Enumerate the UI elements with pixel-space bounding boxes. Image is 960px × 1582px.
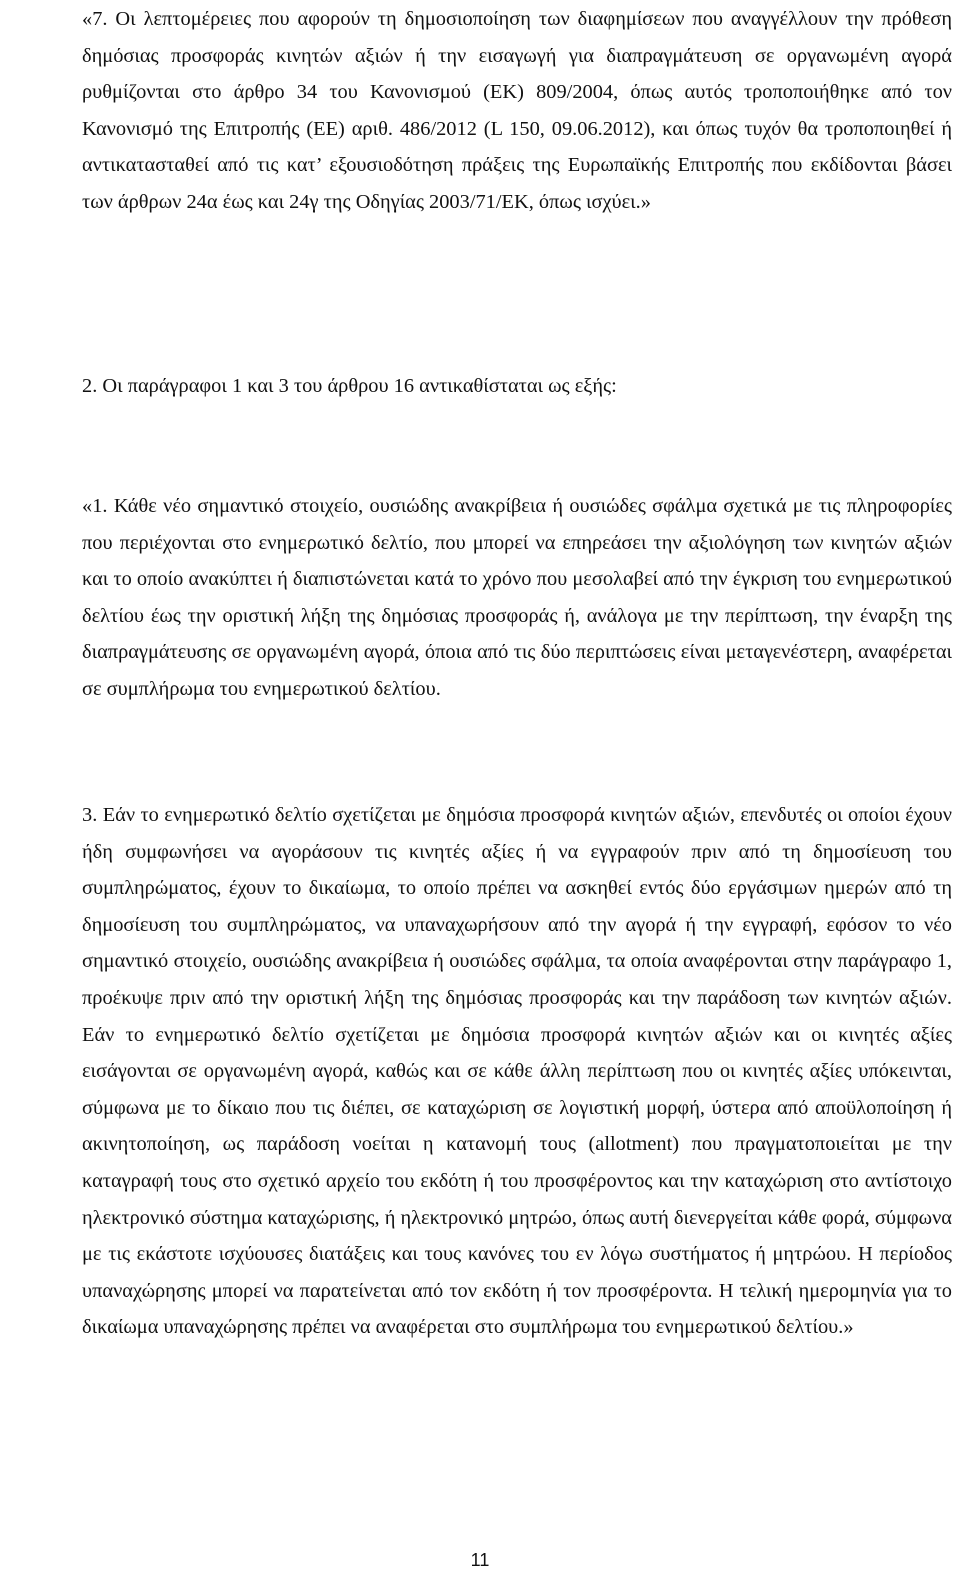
paragraph-subsection-3: 3. Εάν το ενημερωτικό δελτίο σχετίζεται με δημόσια προσφορά κινητών αξιών, επενδυτές οι οποίοι έχουν ήδη συμφωνήσει να αγοράσουν τις κινητές αξίες ή να εγγραφούν πριν από τη δημοσίευση του συμπληρώματος, έχουν το δικαίωμα, το οποίο πρέπει να ασκηθεί εντός δύο εργάσιμων ημερών από τη δημοσίευση του συμπληρώματος, να υπαναχωρήσουν από την αγορά ή την εγγραφή, εφόσον το νέο σημαντικό στοιχείο, ουσιώδης ανακρίβεια ή ουσιώδες σφάλμα, τα οποία αναφέρονται στην παράγραφο 1, προέκυψε πριν από την οριστική λήξη της δημόσιας προσφοράς και την παράδοση των κινητών αξιών. Εάν το ενημερωτικό δελτίο σχετίζεται με δημόσια προσφορά κινητών αξιών και οι κινητές αξίες εισάγονται σε οργανωμένη αγορά, καθώς και σε κάθε άλλη περίπτωση που οι κινητές αξίες υπόκεινται, σύμφωνα με το δίκαιο που τις διέπει, σε καταχώριση σε λογιστική μορφή, ύστερα από αποϋλοποίηση ή ακινητοποίηση, ως παράδοση νοείται η κατανομή τους (allotment) που πραγματοποιείται με την καταγραφή τους στο σχετικό αρχείο του εκδότη ή του προσφέροντος και την καταχώριση στο αντίστοιχο ηλεκτρονικό σύστημα καταχώρισης, ή ηλεκτρονικό μητρώο, όπως αυτή διενεργείται κάθε φορά, σύμφωνα με τις εκάστοτε ισχύουσες διατάξεις και τους κανόνες του εν λόγω συστήματος ή μητρώου. Η περίοδος υπαναχώρησης μπορεί να παρατείνεται από τον εκδότη ή τον προσφέροντα. Η τελική ημερομηνία για το δικαίωμα υπαναχώρησης πρέπει να αναφέρεται στο συμπλήρωμα του ενημερωτικού δελτίου.» bbox=[82, 804, 952, 1339]
paragraph-subsection-1: «1. Κάθε νέο σημαντικό στοιχείο, ουσιώδης ανακρίβεια ή ουσιώδες σφάλμα σχετικά με τις πληροφορίες που περιέχονται στο ενημερωτικό δελτίο, που μπορεί να επηρεάσει την αξιολόγηση των κινητών αξιών και το οποίο ανακύπτει ή διαπιστώνεται κατά το χρόνο που μεσολαβεί από την έγκριση του ενημερωτικού δελτίου έως την οριστική λήξη της δημόσιας προσφοράς ή, ανάλογα με την περίπτωση, την έναρξη της διαπραγμάτευσης σε οργανωμένη αγορά, όποια από τις δύο περιπτώσεις είναι μεταγενέστερη, αναφέρεται σε συμπλήρωμα του ενημερωτικού δελτίου. bbox=[82, 495, 952, 700]
paragraph-item-2: 2. Οι παράγραφοι 1 και 3 του άρθρου 16 αντικαθίσταται ως εξής: bbox=[82, 375, 617, 397]
paragraph-article-7: «7. Οι λεπτομέρειες που αφορούν τη δημοσιοποίηση των διαφημίσεων που αναγγέλλουν την πρόθεση δημόσιας προσφοράς κινητών αξιών ή την εισαγωγή για διαπραγμάτευση σε οργανωμένη αγορά ρυθμίζονται στο άρθρο 34 του Κανονισμού (ΕΚ) 809/2004, όπως αυτός τροποποιήθηκε από τον Κανονισμό της Επιτροπής (ΕΕ) αριθ. 486/2012 (L 150, 09.06.2012), και όπως τυχόν θα τροποποιηθεί ή αντικατασταθεί από τις κατ’ εξουσιοδότηση πράξεις της Ευρωπαϊκής Επιτροπής που εκδίδονται βάσει των άρθρων 24α έως και 24γ της Οδηγίας 2003/71/ΕΚ, όπως ισχύει.» bbox=[82, 8, 952, 213]
page-number: 11 bbox=[470, 1550, 490, 1570]
